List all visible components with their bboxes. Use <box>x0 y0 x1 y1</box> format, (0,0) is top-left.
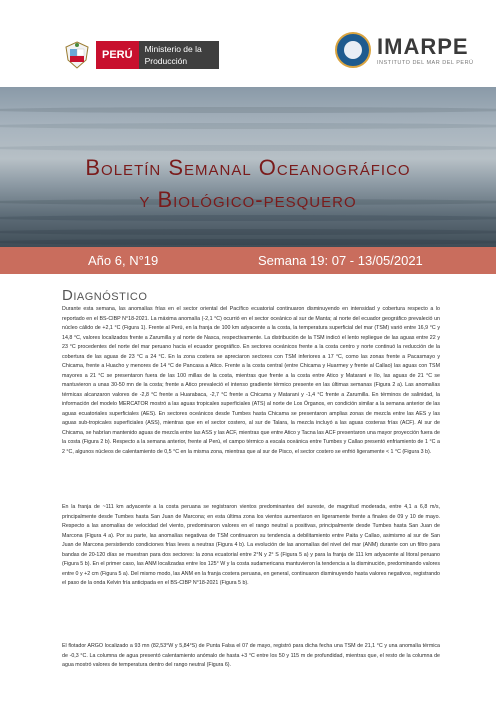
paragraph-3: El flotador ARGO localizado a 93 mn (82,53°W y 5,84°S) de Punta Falsa el 07 de mayo, registró para dicha fecha una TSM de 21,1 °C y una anomalía térmica de -0,3 °C. La columna de agua presentó calentamiento anómalo de hasta +3 °C entre los 50 y 115 m de profundidad, mientras que, el resto de la columna de agua mostró valores de temperatura dentro del rango neutral (Figura 6). <box>62 643 440 668</box>
produce-logo <box>62 40 219 70</box>
imarpe-subtitle: INSTITUTO DEL MAR DEL PERÚ <box>377 60 474 66</box>
coat-of-arms-icon <box>62 40 92 70</box>
bulletin-title-line1: Boletín Semanal Oceanográfico <box>85 155 411 180</box>
imarpe-name: IMARPE <box>377 34 469 59</box>
week-range: Semana 19: 07 - 13/05/2021 <box>258 253 423 268</box>
peru-label: PERÚ <box>96 41 139 69</box>
ministry-label: Ministerio de la Producción <box>139 41 219 69</box>
issue-bar <box>0 247 496 274</box>
page-header <box>0 0 496 87</box>
section-title: Diagnóstico <box>62 287 148 304</box>
bulletin-title-line2: y Biológico-pesquero <box>139 187 357 212</box>
imarpe-logo <box>335 32 474 68</box>
sea-banner <box>0 87 496 247</box>
paragraph-1: Durante esta semana, las anomalías frías en el sector oriental del Pacífico ecuatorial continuaron disminuyendo en intensidad y cobertura respecto a lo reportado en el BS-CIBP N°18-2021. La máxima anomalía (-2,1 °C) ocurrió en el sector oceánico al sur de Manta; al norte del ecuador geográfico prevaleció un núcleo cálido de +2,1 °C (Figura 1). Frente al Perú, en la franja de 100 km adyacente a la costa, la temperatura superficial del mar (TSM) varió entre 16,9 °C y 14,8 °C, valores localizados frente a Zarumilla y al norte de Nasca, respectivamente. La distribución de la TSM indicó el lento repliegue de las aguas entre 22 y 23 °C procedentes del norte del mar peruano hacia el ecuador geográfico. En sectores oceánicos frente a la costa centro y norte continuó la reducción de la cobertura de las aguas de 23 °C a 24 °C. En la zona costera se apreciaron sectores con TSM inferiores a 17 °C, como las zonas frente a Pacasmayo y Chicama, frente a Huacho y menores de 14 °C de Pancasa a Atico. Frente a la costa central (entre Chicama y Huarmey y frente al Callao) las aguas con TSM mayores a 21 °C se presentaron fuera de las 100 millas de la costa, mientras que frente a la costa entre Atico y Matarani e Ilo, las aguas de 21 °C se mantuvieron a unas 30-50 mn de la costa; frente a Atico prevaleció el intenso gradiente térmico presente en las últimas semanas (Figura 2 a). Las anomalías térmicas alcanzaron valores de -2,8 °C frente a Huarabaca, -2,7 °C frente a Chicama y Matarani y -1,4 °C frente a Zarumilla. En términos de salinidad, la información del modelo MERCATOR mostró a las aguas tropicales superficiales (ATS) al norte de Los Órganos, en condición similar a la semana anterior de las aguas ecuatoriales superficiales (AES). En sectores oceánicos desde Tumbes hasta Chicama se presentaron amplias zonas de mezcla entre las AES y las aguas sub-tropicales superficiales (ASS), mientras que en el sector costero, al sur de Talara, la mezcla incluyó a las aguas costeras frías (ACF). Al sur de Chicama, se habrían mantenido aguas de mezcla entre las ASS y las ACF, mientras que entre Atico y Tacna las ACF presentaron una mayor proyección fuera de la costa (Figura 2 b). Respecto a la semana anterior, frente al Perú, el campo térmico a escala oceánica entre Tumbes y Callao presentó enfriamiento de 1 °C a 2 °C, algunos núcleos de calentamiento de 0,5 °C en la misma zona, mientras que al sur de Pisco, el sector costero se enfrió ligeramente < 1 °C (Figura 3 b). <box>62 306 440 455</box>
imarpe-seal-icon <box>335 32 371 68</box>
paragraph-2: En la franja de ~111 km adyacente a la costa peruana se registraron vientos predominantes del sureste, de magnitud moderada, entre 4,1 a 6,8 m/s, principalmente desde Tumbes hasta San Juan de Marcona; en esta última zona los vientos aumentaron en ligeramente frente a finales de 09 y 10 de mayo. Respecto a las anomalías de velocidad del viento, predominaron valores en el rango neutral a positivas, principalmente desde Tumbes hasta San Juan de Marcona (Figura 4 a). Por su parte, las anomalías negativas de TSM continuaron su tendencia a debilitamiento entre Paita y Callao, asimismo al sur de San Juan de Marcona persistiendo condiciones frías leves a neutras (Figura 4 b). La evolución de las anomalías del nivel del mar (ANM) durante con un filtro para bandas de 20-120 días se muestran para dos sectores: la zona ecuatorial entre 2°N y 2° S (Figura 5 a) y para la franja de 111 km adyacente al litoral peruano (Figura 5 b). En el primer caso, las ANM localizadas entre los 125° W y la costa sudamericana mantuvieron la tendencia a la disminución, predominando valores entre 0 y +2 cm (Figura 5 a). Del mismo modo, las ANM en la franja costera peruana, en general, continuaron disminuyendo hasta valores negativos, registrando el paso de la onda Kelvin fría anticipada en el BS-CIBP N°18-2021 (Figura 5 b). <box>62 504 440 586</box>
issue-number: Año 6, N°19 <box>88 253 159 268</box>
